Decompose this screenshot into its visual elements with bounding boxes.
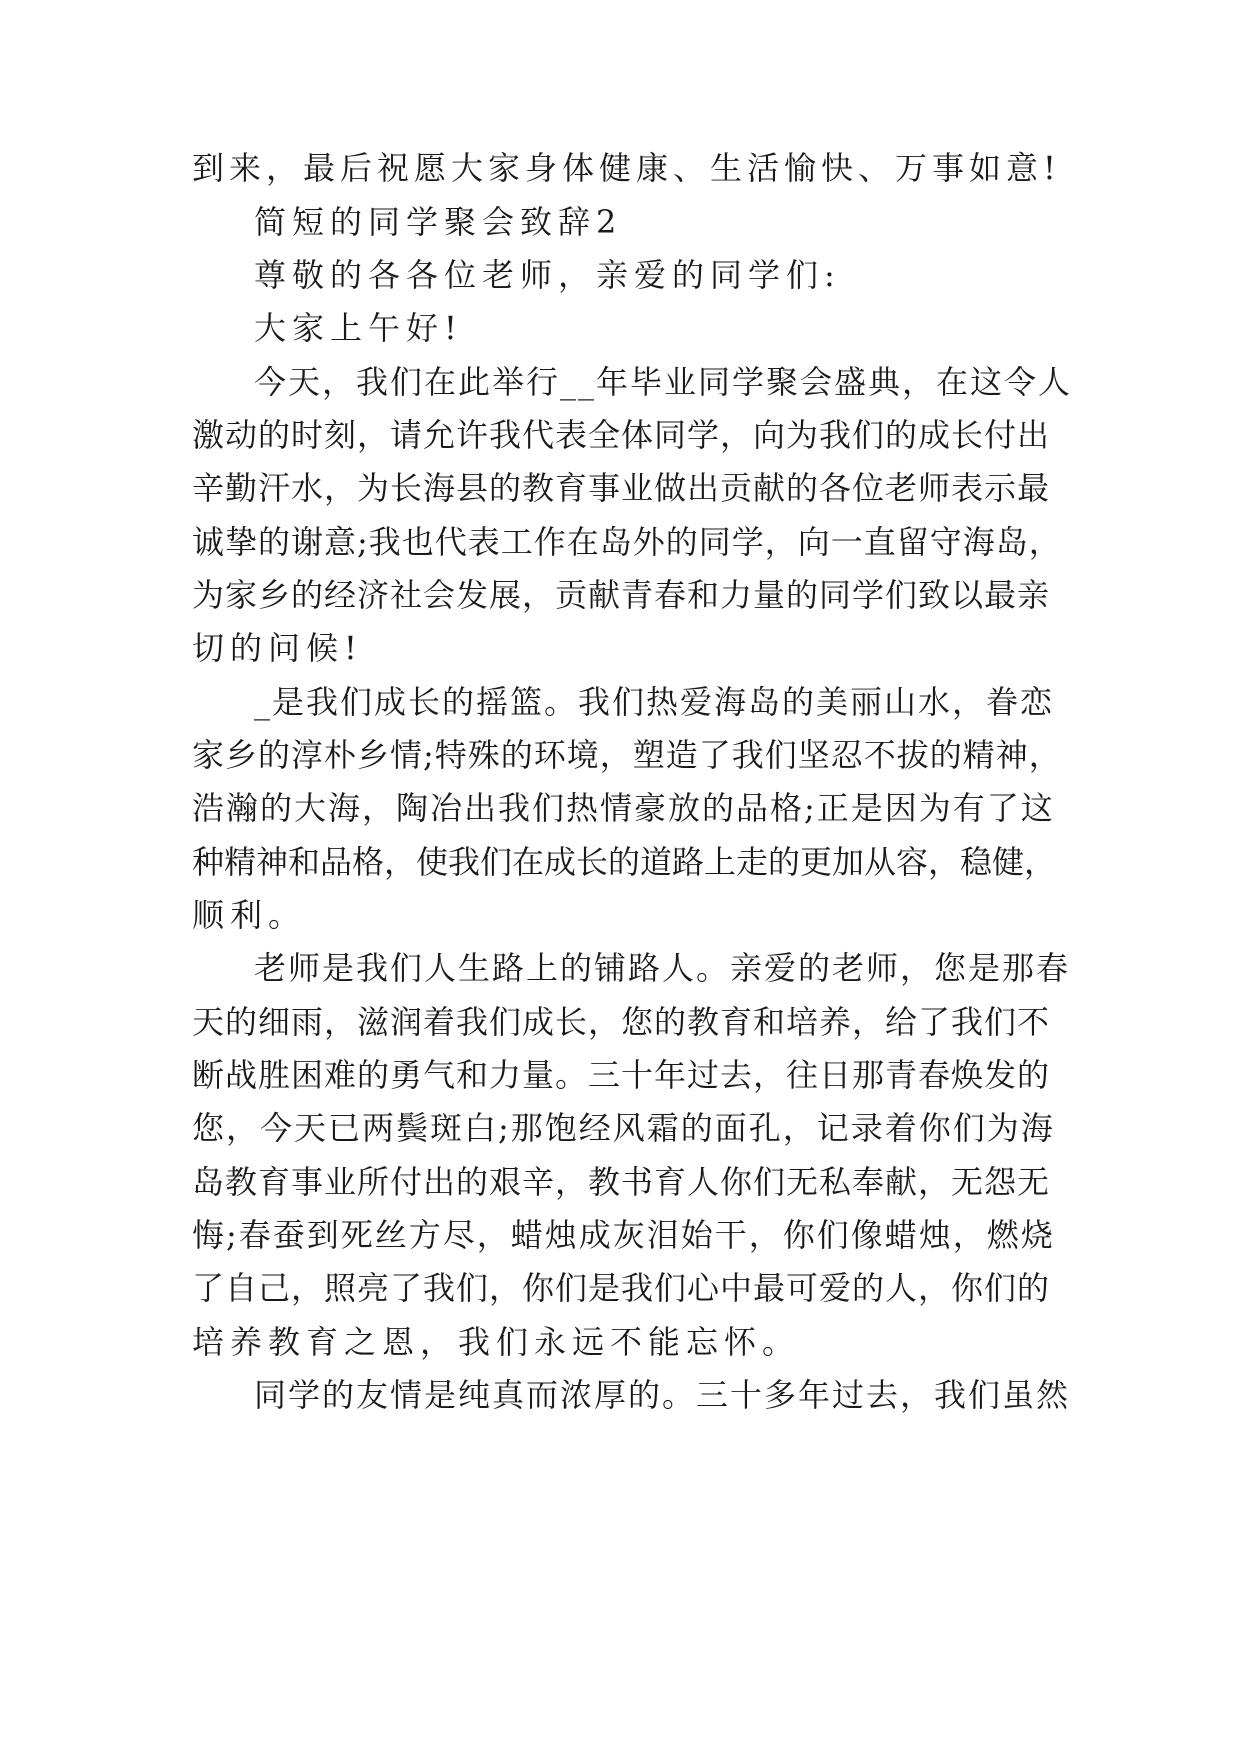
- text-line: 天的细雨，滋润着我们成长，您的教育和培养，给了我们不: [192, 1003, 1051, 1041]
- text-line: 切的问候!: [192, 629, 363, 667]
- text-line: 家乡的淳朴乡情;特殊的环境，塑造了我们坚忍不拔的精神，: [192, 736, 1062, 774]
- text-line: 岛教育事业所付出的艰辛，教书育人你们无私奉献，无怨无: [192, 1163, 1051, 1201]
- text-line: 种精神和品格，使我们在成长的道路上走的更加从容，稳健，: [192, 843, 1057, 881]
- text-line: 培养教育之恩，我们永远不能忘怀。: [192, 1323, 801, 1361]
- text-line: 激动的时刻，请允许我代表全体同学，向为我们的成长付出: [192, 416, 1051, 454]
- text-line: 老师是我们人生路上的铺路人。亲爱的老师，您是那春: [254, 949, 1071, 987]
- text-line: 了自己，照亮了我们，你们是我们心中最可爱的人，你们的: [192, 1269, 1051, 1307]
- text-line: 您，今天已两鬓斑白;那饱经风霜的面孔，记录着你们为海: [192, 1109, 1055, 1147]
- text-line: 断战胜困难的勇气和力量。三十年过去，往日那青春焕发的: [192, 1056, 1051, 1094]
- text-line: 到来，最后祝愿大家身体健康、生活愉快、万事如意!: [192, 149, 1061, 187]
- text-line: 辛勤汗水，为长海县的教育事业做出贡献的各位老师表示最: [192, 469, 1051, 507]
- text-line: 同学的友情是纯真而浓厚的。三十多年过去，我们虽然: [254, 1376, 1071, 1414]
- text-line: 今天，我们在此举行__年毕业同学聚会盛典，在这令人: [254, 363, 1073, 401]
- text-line: 顺利。: [192, 896, 307, 934]
- text-line: 诚挚的谢意;我也代表工作在岛外的同学，向一直留守海岛，: [192, 523, 1062, 561]
- section-heading: 简短的同学聚会致辞2: [254, 203, 623, 241]
- text-line: 悔;春蚕到死丝方尽，蜡烛成灰泪始干，你们像蜡烛，燃烧: [192, 1216, 1055, 1254]
- text-line: _是我们成长的摇篮。我们热爱海岛的美丽山水，眷恋: [254, 683, 1055, 721]
- salutation: 尊敬的各各位老师，亲爱的同学们:: [254, 256, 841, 294]
- greeting: 大家上午好!: [254, 309, 463, 347]
- text-line: 浩瀚的大海，陶冶出我们热情豪放的品格;正是因为有了这: [192, 789, 1055, 827]
- text-line: 为家乡的经济社会发展，贡献青春和力量的同学们致以最亲: [192, 576, 1051, 614]
